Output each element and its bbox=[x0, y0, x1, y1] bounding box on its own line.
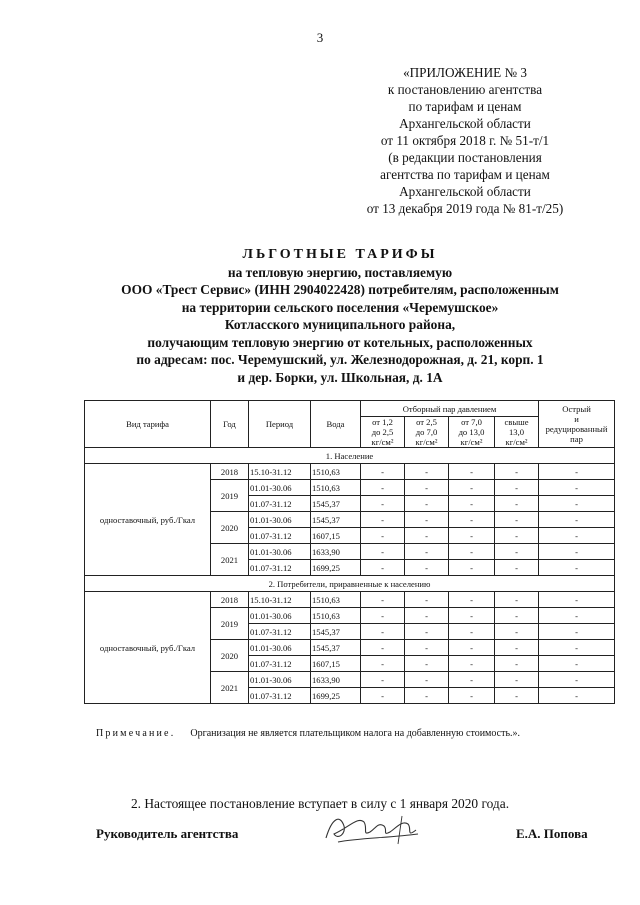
empty-value-cell: - bbox=[449, 624, 495, 640]
empty-value-cell: - bbox=[495, 528, 539, 544]
period-cell: 01.07-31.12 bbox=[249, 560, 311, 576]
period-cell: 01.07-31.12 bbox=[249, 528, 311, 544]
period-cell: 01.01-30.06 bbox=[249, 480, 311, 496]
section-title: 1. Население bbox=[85, 448, 615, 464]
header-steam-1-2-5 bbox=[361, 417, 405, 448]
tariff-type-cell: одноставочный, руб./Гкал bbox=[85, 464, 211, 576]
year-cell: 2020 bbox=[211, 640, 249, 672]
tariff-type-cell: одноставочный, руб./Гкал bbox=[85, 592, 211, 704]
period-cell: 01.01-30.06 bbox=[249, 544, 311, 560]
empty-value-cell: - bbox=[539, 544, 615, 560]
empty-value-cell: - bbox=[495, 640, 539, 656]
empty-value-cell: - bbox=[495, 608, 539, 624]
steam-col-line: кг/см² bbox=[460, 437, 483, 447]
empty-value-cell: - bbox=[539, 672, 615, 688]
year-cell: 2020 bbox=[211, 512, 249, 544]
empty-value-cell: - bbox=[495, 496, 539, 512]
empty-value-cell: - bbox=[405, 592, 449, 608]
signatory-role: Руководитель агентства bbox=[96, 826, 239, 841]
year-cell: 2021 bbox=[211, 672, 249, 704]
empty-value-cell: - bbox=[361, 544, 405, 560]
water-tariff-cell: 1545,37 bbox=[311, 640, 361, 656]
empty-value-cell: - bbox=[495, 624, 539, 640]
empty-value-cell: - bbox=[405, 480, 449, 496]
steam-col-line: до 7,0 bbox=[415, 427, 438, 437]
empty-value-cell: - bbox=[539, 560, 615, 576]
empty-value-cell: - bbox=[361, 672, 405, 688]
title-line: на территории сельского поселения «Черемушское» bbox=[181, 299, 499, 315]
title-line: по адресам: пос. Черемушский, ул. Железнодорожная, д. 21, корп. 1 bbox=[136, 352, 544, 367]
empty-value-cell: - bbox=[539, 688, 615, 704]
empty-value-cell: - bbox=[449, 592, 495, 608]
water-tariff-cell: 1699,25 bbox=[311, 688, 361, 704]
water-tariff-cell: 1607,15 bbox=[311, 656, 361, 672]
empty-value-cell: - bbox=[361, 512, 405, 528]
empty-value-cell: - bbox=[449, 672, 495, 688]
signatory-name: Е.А. Попова bbox=[516, 826, 588, 841]
steam-col-line: до 2,5 bbox=[371, 427, 394, 437]
empty-value-cell: - bbox=[495, 544, 539, 560]
period-cell: 01.07-31.12 bbox=[249, 656, 311, 672]
empty-value-cell: - bbox=[361, 464, 405, 480]
table-row bbox=[85, 464, 615, 480]
period-cell: 01.07-31.12 bbox=[249, 624, 311, 640]
empty-value-cell: - bbox=[449, 608, 495, 624]
header-year: Год bbox=[211, 401, 249, 448]
empty-value-cell: - bbox=[539, 656, 615, 672]
water-tariff-cell: 1633,90 bbox=[311, 544, 361, 560]
empty-value-cell: - bbox=[449, 496, 495, 512]
appendix-reference bbox=[330, 64, 600, 217]
period-cell: 15.10-31.12 bbox=[249, 592, 311, 608]
period-cell: 01.01-30.06 bbox=[249, 608, 311, 624]
empty-value-cell: - bbox=[449, 560, 495, 576]
empty-value-cell: - bbox=[449, 512, 495, 528]
steam-col-line: кг/см² bbox=[371, 437, 394, 447]
empty-value-cell: - bbox=[405, 496, 449, 512]
header-steam-group: Отборный пар давлением bbox=[361, 401, 539, 417]
appendix-line: агентства по тарифам и ценам bbox=[380, 167, 550, 182]
appendix-line: от 11 октября 2018 г. № 51-т/1 bbox=[380, 133, 550, 148]
steam-col-line: от 2,5 bbox=[416, 417, 437, 427]
empty-value-cell: - bbox=[539, 592, 615, 608]
year-cell: 2019 bbox=[211, 480, 249, 512]
period-cell: 01.01-30.06 bbox=[249, 672, 311, 688]
empty-value-cell: - bbox=[539, 624, 615, 640]
empty-value-cell: - bbox=[405, 688, 449, 704]
empty-value-cell: - bbox=[405, 528, 449, 544]
water-tariff-cell: 1545,37 bbox=[311, 512, 361, 528]
appendix-line: (в редакции постановления bbox=[388, 150, 542, 165]
appendix-line: Архангельской области bbox=[399, 116, 531, 131]
section-title-row bbox=[85, 448, 615, 464]
steam-col-line: от 7,0 bbox=[461, 417, 482, 427]
section-title: 2. Потребители, приравненные к населению bbox=[85, 576, 615, 592]
empty-value-cell: - bbox=[495, 688, 539, 704]
appendix-line: «ПРИЛОЖЕНИЕ № 3 bbox=[403, 65, 527, 80]
empty-value-cell: - bbox=[449, 656, 495, 672]
note-text: Организация не является плательщиком налога на добавленную стоимость.». bbox=[190, 728, 521, 739]
empty-value-cell: - bbox=[539, 528, 615, 544]
year-cell: 2021 bbox=[211, 544, 249, 576]
empty-value-cell: - bbox=[495, 592, 539, 608]
appendix-line: от 13 декабря 2019 года № 81-т/25) bbox=[366, 201, 564, 216]
empty-value-cell: - bbox=[449, 688, 495, 704]
empty-value-cell: - bbox=[405, 512, 449, 528]
empty-value-cell: - bbox=[539, 496, 615, 512]
empty-value-cell: - bbox=[449, 480, 495, 496]
empty-value-cell: - bbox=[495, 656, 539, 672]
steam-col-line: 13,0 bbox=[508, 427, 525, 437]
appendix-line: по тарифам и ценам bbox=[408, 99, 522, 114]
empty-value-cell: - bbox=[361, 608, 405, 624]
empty-value-cell: - bbox=[539, 608, 615, 624]
empty-value-cell: - bbox=[495, 480, 539, 496]
empty-value-cell: - bbox=[539, 512, 615, 528]
steam-col-line: до 13,0 bbox=[458, 427, 485, 437]
header-sharp-steam-line: пар bbox=[570, 434, 583, 444]
empty-value-cell: - bbox=[539, 480, 615, 496]
appendix-line: Архангельской области bbox=[399, 184, 531, 199]
year-cell: 2018 bbox=[211, 592, 249, 608]
note-label: Примечание. bbox=[96, 728, 176, 739]
title-line: и дер. Борки, ул. Школьная, д. 1А bbox=[237, 369, 443, 385]
year-cell: 2018 bbox=[211, 464, 249, 480]
empty-value-cell: - bbox=[539, 640, 615, 656]
table-row bbox=[85, 592, 615, 608]
water-tariff-cell: 1607,15 bbox=[311, 528, 361, 544]
table-header-row bbox=[85, 401, 615, 417]
period-cell: 01.07-31.12 bbox=[249, 688, 311, 704]
title-line: Котласского муниципального района, bbox=[224, 317, 456, 332]
title-heading: ЛЬГОТНЫЕ ТАРИФЫ bbox=[242, 247, 438, 262]
empty-value-cell: - bbox=[361, 560, 405, 576]
empty-value-cell: - bbox=[361, 688, 405, 704]
empty-value-cell: - bbox=[405, 544, 449, 560]
empty-value-cell: - bbox=[405, 560, 449, 576]
page-number: 3 bbox=[316, 30, 324, 45]
empty-value-cell: - bbox=[495, 512, 539, 528]
empty-value-cell: - bbox=[449, 544, 495, 560]
water-tariff-cell: 1510,63 bbox=[311, 608, 361, 624]
handwritten-signature bbox=[318, 808, 428, 850]
water-tariff-cell: 1510,63 bbox=[311, 592, 361, 608]
tariff-table bbox=[84, 400, 615, 704]
year-cell: 2019 bbox=[211, 608, 249, 640]
header-sharp-steam-line: и bbox=[574, 414, 579, 424]
period-cell: 01.07-31.12 bbox=[249, 496, 311, 512]
empty-value-cell: - bbox=[361, 592, 405, 608]
document-title bbox=[60, 246, 620, 386]
note bbox=[96, 728, 520, 739]
steam-col-line: кг/см² bbox=[505, 437, 528, 447]
empty-value-cell: - bbox=[405, 672, 449, 688]
empty-value-cell: - bbox=[495, 560, 539, 576]
empty-value-cell: - bbox=[405, 624, 449, 640]
title-line: получающим тепловую энергию от котельных, расположенных bbox=[147, 334, 533, 350]
header-sharp-steam bbox=[539, 401, 615, 448]
period-cell: 15.10-31.12 bbox=[249, 464, 311, 480]
empty-value-cell: - bbox=[405, 464, 449, 480]
appendix-line: к постановлению агентства bbox=[387, 82, 543, 97]
effective-date-clause: 2. Настоящее постановление вступает в силу с 1 января 2020 года. bbox=[130, 796, 510, 811]
empty-value-cell: - bbox=[495, 464, 539, 480]
header-period: Период bbox=[249, 401, 311, 448]
water-tariff-cell: 1633,90 bbox=[311, 672, 361, 688]
period-cell: 01.01-30.06 bbox=[249, 512, 311, 528]
steam-col-line: свыше bbox=[504, 417, 529, 427]
water-tariff-cell: 1510,63 bbox=[311, 480, 361, 496]
empty-value-cell: - bbox=[361, 624, 405, 640]
empty-value-cell: - bbox=[449, 640, 495, 656]
header-steam-7-13 bbox=[449, 417, 495, 448]
header-water: Вода bbox=[311, 401, 361, 448]
header-tariff-type: Вид тарифа bbox=[85, 401, 211, 448]
empty-value-cell: - bbox=[361, 528, 405, 544]
water-tariff-cell: 1510,63 bbox=[311, 464, 361, 480]
section-title-row bbox=[85, 576, 615, 592]
title-line: на тепловую энергию, поставляемую bbox=[227, 264, 453, 280]
header-sharp-steam-line: Острый bbox=[562, 404, 591, 414]
empty-value-cell: - bbox=[361, 656, 405, 672]
steam-col-line: от 1,2 bbox=[372, 417, 393, 427]
empty-value-cell: - bbox=[361, 496, 405, 512]
empty-value-cell: - bbox=[539, 464, 615, 480]
header-steam-2-5-7 bbox=[405, 417, 449, 448]
empty-value-cell: - bbox=[361, 640, 405, 656]
empty-value-cell: - bbox=[405, 640, 449, 656]
steam-col-line: кг/см² bbox=[415, 437, 438, 447]
period-cell: 01.01-30.06 bbox=[249, 640, 311, 656]
empty-value-cell: - bbox=[405, 608, 449, 624]
empty-value-cell: - bbox=[449, 464, 495, 480]
empty-value-cell: - bbox=[405, 656, 449, 672]
empty-value-cell: - bbox=[495, 672, 539, 688]
water-tariff-cell: 1699,25 bbox=[311, 560, 361, 576]
water-tariff-cell: 1545,37 bbox=[311, 496, 361, 512]
header-sharp-steam-line: редуцированный bbox=[545, 424, 608, 434]
header-steam-over-13 bbox=[495, 417, 539, 448]
title-line: ООО «Трест Сервис» (ИНН 2904022428) потребителям, расположенным bbox=[121, 282, 559, 297]
water-tariff-cell: 1545,37 bbox=[311, 624, 361, 640]
empty-value-cell: - bbox=[449, 528, 495, 544]
empty-value-cell: - bbox=[361, 480, 405, 496]
